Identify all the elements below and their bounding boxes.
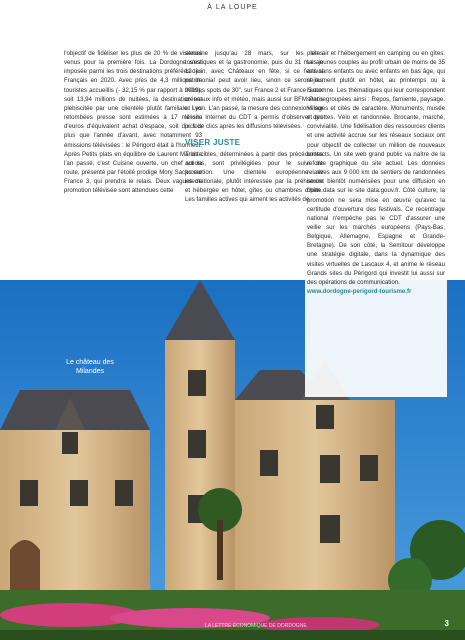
section-header: À LA LOUPE bbox=[207, 4, 258, 11]
photo-caption: Le château des Milandes bbox=[66, 359, 114, 375]
column-3-text: plein air et l'hébergement en camping ou en gîtes. Les jeunes couples au profil urbain de moins de 35 ans sans enfants ou avec enfants en bas âge, qui séjournent plutôt en hôtel, au printemps ou à l'automne. Les thématiques qui leur correspondent sont regroupées ainsi : Repos, farniente, paysage. Villages et cités de caractère. Monuments, musée et grottes. Vélo et randonnée. Brocante, marché, convivialité. Une fidélisation des ressources clients et une activité accrue sur les réseaux sociaux ont pour objectif de collecter un million de nouveaux contacts. Un site web grand public va naître de la refonte graphique du site actuel. Les données relatives aux 9 000 km de sentiers de randonnées seront bientôt numérisées pour une diffusion en open data sur le site data.gouv.fr. Côté culture, la promotion ne sera mise en œuvre qu'avec la certitude d'ouverture des festivals. Ce recentrage national n'empêche pas le CDT d'assurer une veille sur les marchés européens (Pays-Bas, Belgique, Allemagne, Espagne et Grande-Bretagne). De son côté, la Semitour développe une stratégie digitale, dans la dynamique des visites virtuelles de Lascaux 4, et anime le réseau Grands sites du Périgord qui investit lui aussi sur des opérations de communication. bbox=[307, 50, 445, 286]
column-2-text-1: semaine jusqu'au 28 mars, sur les sites touristiques et la gastronomie, puis du 31 mai au 13 juin, avec Châteaux en fête, si ce festival patrimonial peut avoir lieu, sinon ce seront les mêmes spots de 30", sur France 2 et France 5 aux créneaux info et météo, mais aussi sur BFM Paris et Lyon. L'an passé, la mesure des connexions sur le site Internet du CDT a permis d'observer des pics de clics après les diffusions télévisées. bbox=[185, 50, 323, 131]
article-column-2 bbox=[185, 49, 323, 205]
running-footer: LA LETTRE ÉCONOMIQUE DE DORDOGNE bbox=[205, 623, 307, 629]
section-heading: VISER JUSTE bbox=[185, 138, 241, 148]
column-2-text-2: Trois cibles, déterminées à partir des précédentes actions, sont privilégiées pour le suivi de promotion. Une clientèle européenne et internationale, plutôt intéressée par la préhistoire et hébergée en hôtel, gîtes ou chambres d'hôte. Les familles actives qui aiment les activités de bbox=[185, 150, 323, 204]
column-1-text: l'objectif de fidéliser les plus de 20 % de visiteurs venus pour la première fois. La Dordogne s'est imposée parmi les trois destinations préférées des Français en 2020. Avec près de 4,3 millions de touristes accueillis (- 32,15 % par rapport à 2019), soit 13,94 millions de nuitées, la destination est plébiscitée par une clientèle plutôt familiale. Les retombées presse sont estimées à 17 millions d'euros d'équivalent achat d'espace, soit dix fois plus que l'année d'avant, avec notamment 93 émissions télévisées : le Périgord était à l'honneur. Après Petits plats en équilibre de Laurent Mariotte l'an passé, c'est Cuisine ouverte, un chef sur la route, présenté par l'étoilé prodige Mory Sacko sur France 3, qui prendra le relais. Deux vagues de promotion télévisée sont attendues cette bbox=[64, 50, 202, 195]
page-number: 3 bbox=[444, 619, 449, 628]
article-column-1 bbox=[64, 49, 202, 196]
website-link[interactable]: www.dordogne-perigord-tourisme.fr bbox=[307, 288, 412, 296]
article-column-3 bbox=[307, 49, 445, 296]
